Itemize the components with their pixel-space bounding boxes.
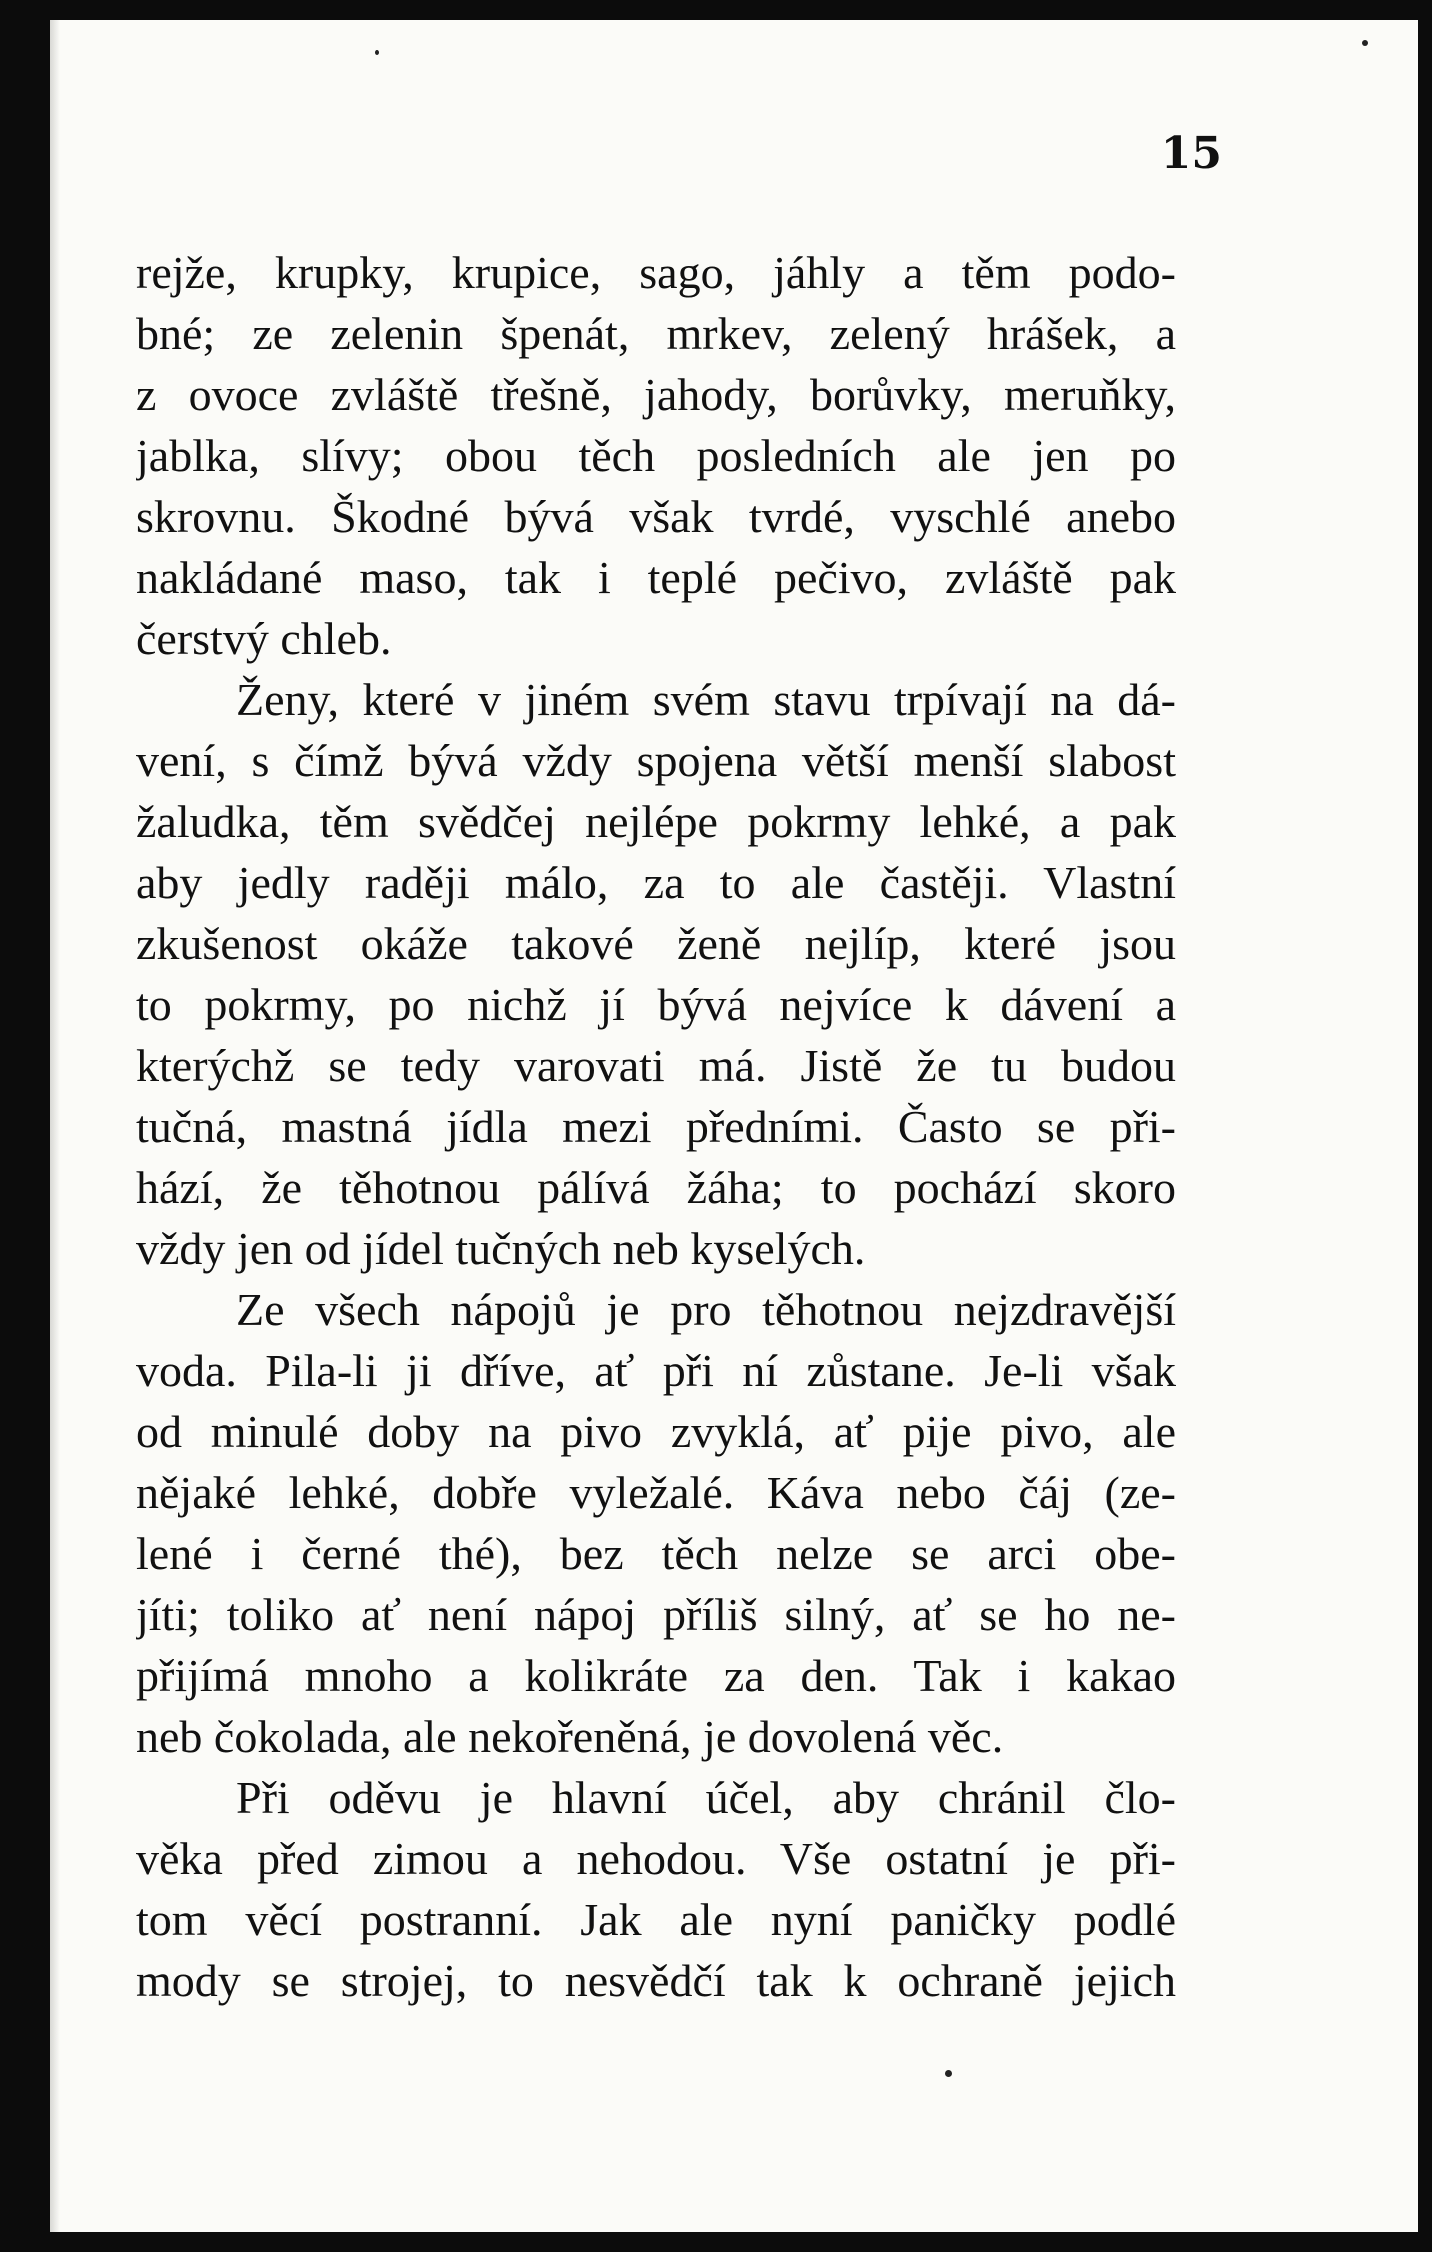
text-line: od minulé doby na pivo zvyklá, ať pije pivo, ale [136,1406,1176,1457]
text-line: tučná, mastná jídla mezi předními. Často se při- [136,1101,1176,1152]
text-line: vení, s čímž bývá vždy spojena větší menší slabost [136,735,1176,786]
text-line: rejže, krupky, krupice, sago, jáhly a těm podo- [136,247,1176,298]
text-line: to pokrmy, po nichž jí bývá nejvíce k dávení a [136,979,1176,1030]
ink-speck [1362,40,1368,46]
text-line: žaludka, těm svědčej nejlépe pokrmy lehké, a pak [136,796,1176,847]
text-line: jíti; toliko ať není nápoj příliš silný, ať se ho ne- [136,1589,1176,1640]
text-line: skrovnu. Škodné bývá však tvrdé, vyschlé anebo [136,491,1176,542]
paragraph-start-line: Ze všech nápojů je pro těhotnou nejzdravější [236,1284,1176,1335]
text-line: voda. Pila-li ji dříve, ať při ní zůstane. Je-li však [136,1345,1176,1396]
text-line: kterýchž se tedy varovati má. Jistě že tu budou [136,1040,1176,1091]
text-line: aby jedly raději málo, za to ale častěji. Vlastní [136,857,1176,908]
text-line: tom věcí postranní. Jak ale nyní paničky podlé [136,1894,1176,1945]
text-line: zkušenost okáže takové ženě nejlíp, které jsou [136,918,1176,969]
text-line: jablka, slívy; obou těch posledních ale jen po [136,430,1176,481]
ink-speck [375,50,379,55]
paragraph-start-line: Ženy, které v jiném svém stavu trpívají na dá- [236,674,1176,725]
text-line: vždy jen od jídel tučných neb kyselých. [136,1223,866,1274]
text-line: bné; ze zelenin špenát, mrkev, zelený hrášek, a [136,308,1176,359]
text-line: lené i černé thé), bez těch nelze se arci obe- [136,1528,1176,1579]
text-line: nějaké lehké, dobře vyležalé. Káva nebo čáj (ze- [136,1467,1176,1518]
text-line: nakládané maso, tak i teplé pečivo, zvláště pak [136,552,1176,603]
text-line: z ovoce zvláště třešně, jahody, borůvky, meruňky, [136,369,1176,420]
text-line: hází, že těhotnou pálívá žáha; to pochází skoro [136,1162,1176,1213]
text-line: čerstvý chleb. [136,613,392,664]
text-line: přijímá mnoho a kolikráte za den. Tak i kakao [136,1650,1176,1701]
body-text [136,242,1176,2011]
text-line: věka před zimou a nehodou. Vše ostatní je při- [136,1833,1176,1884]
page-edge-shadow [50,20,60,2232]
page-number: 15 [1160,128,1222,179]
ink-speck [945,2070,952,2077]
text-line: neb čokolada, ale nekořeněná, je dovolená věc. [136,1711,1004,1762]
book-page [50,20,1418,2232]
text-line: mody se strojej, to nesvědčí tak k ochraně jejich [136,1955,1176,2006]
paragraph-start-line: Při oděvu je hlavní účel, aby chránil člo- [236,1772,1176,1823]
